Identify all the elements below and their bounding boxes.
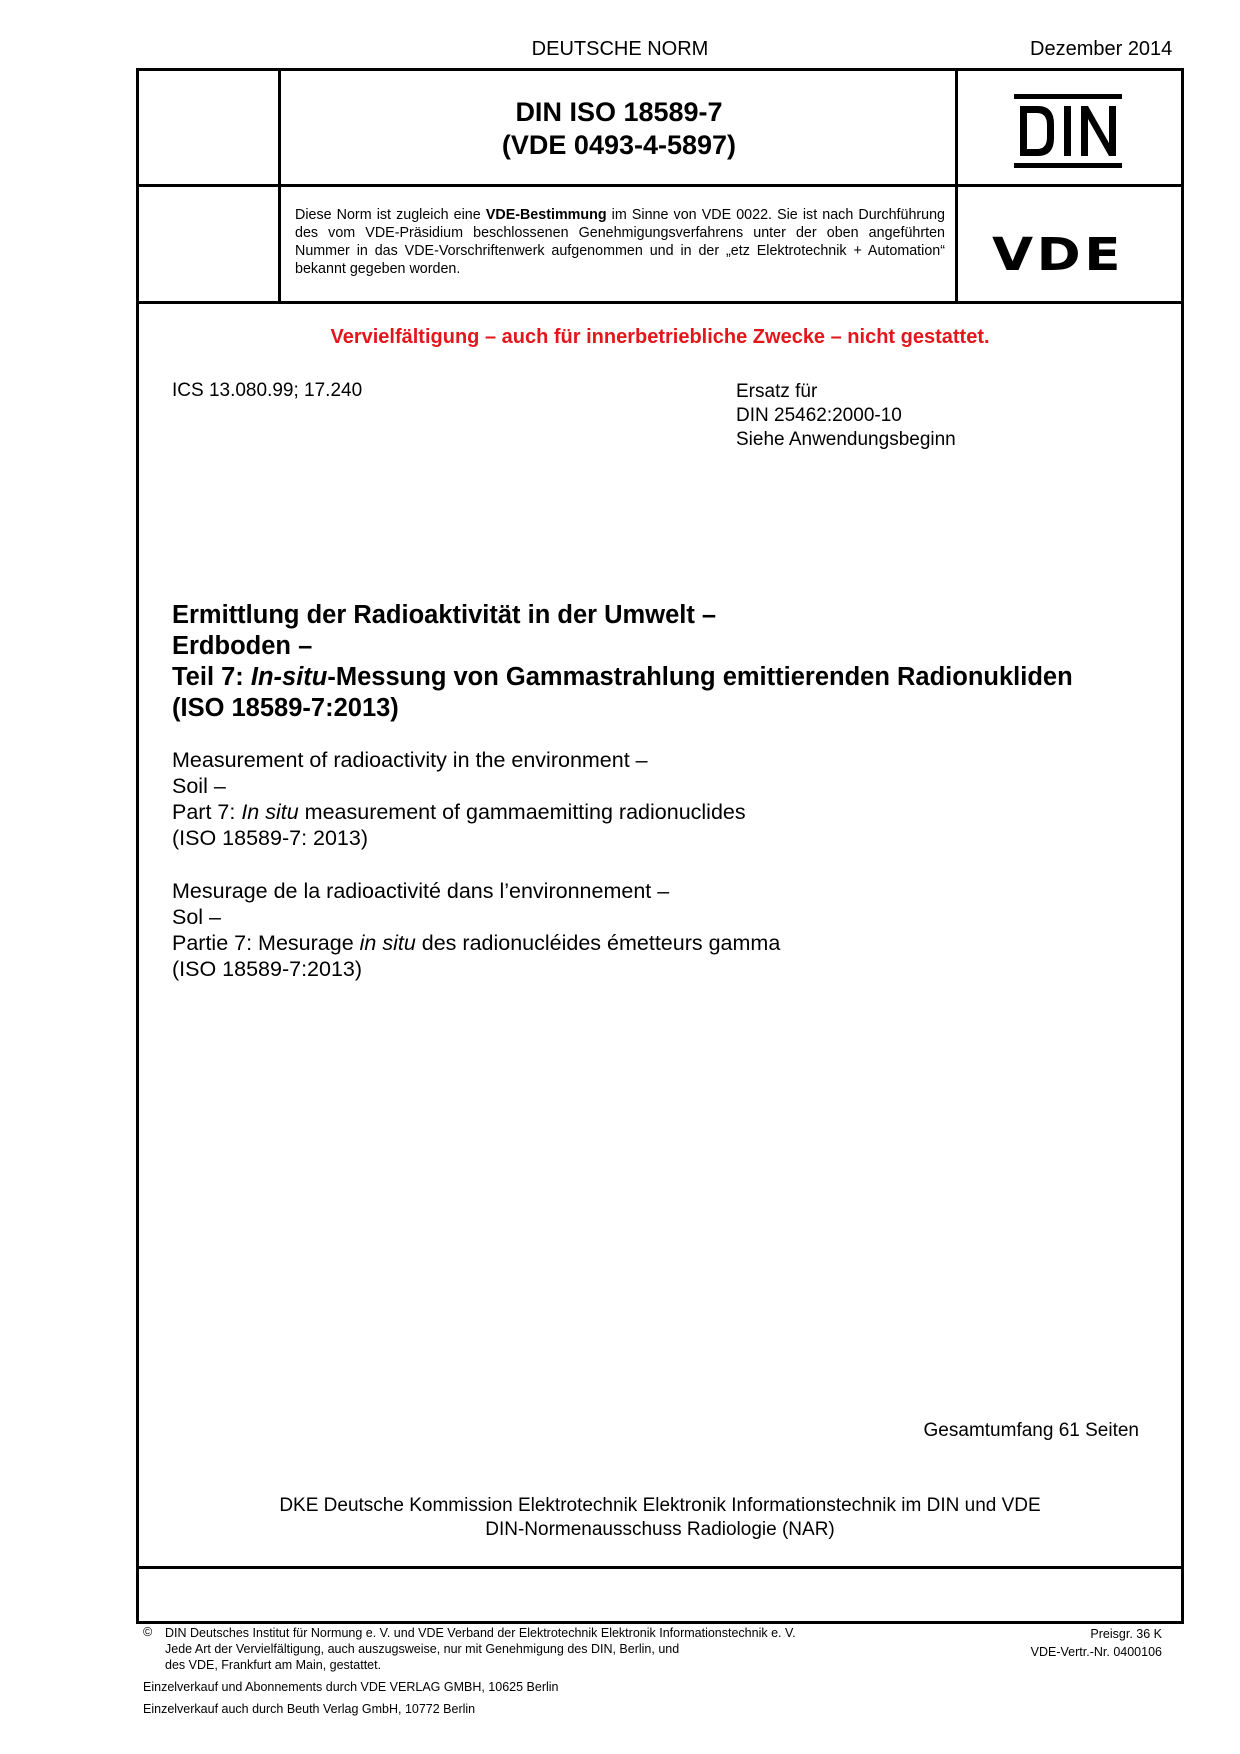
- standard-designation: [284, 96, 954, 162]
- title-french: [172, 878, 1172, 982]
- publication-date: Dezember 2014: [1030, 38, 1173, 60]
- title-german-part-prefix: Teil 7:: [172, 663, 251, 691]
- reproduction-notice: Vervielfältigung – auch für innerbetriebliche Zwecke – nicht gestattet.: [330, 326, 990, 348]
- title-german-line: [172, 662, 1172, 693]
- title-french-part-suffix: des radionucléides émetteurs gamma: [415, 931, 781, 955]
- title-french-line: Sol –: [172, 905, 222, 929]
- vde-logo: VDE: [992, 228, 1125, 281]
- sales-vde-verlag: Einzelverkauf und Abonnements durch VDE VERLAG GMBH, 10625 Berlin: [143, 1680, 559, 1694]
- title-french-part-prefix: Partie 7: Mesurage: [172, 931, 360, 955]
- din-logo-graphic: [1014, 94, 1122, 168]
- norm-type-label: DEUTSCHE NORM: [531, 38, 709, 60]
- title-german-line: Erdboden –: [172, 632, 313, 660]
- title-english-line: [172, 799, 1172, 825]
- title-french-line: Mesurage de la radioactivité dans l’environnement –: [172, 879, 670, 903]
- title-french-line: (ISO 18589-7:2013): [172, 957, 363, 981]
- price-group: Preisgr. 36 K: [1090, 1627, 1162, 1641]
- copyright-notice: [165, 1625, 925, 1673]
- title-german-line: (ISO 18589-7:2013): [172, 694, 399, 722]
- title-english-line: Measurement of radioactivity in the environment –: [172, 748, 648, 772]
- copyright-line: DIN Deutsches Institut für Normung e. V. und VDE Verband der Elektrotechnik Elektronik Informationstechnik e. V.: [165, 1626, 796, 1640]
- title-german-part-suffix: -Messung von Gammastrahlung emittierenden Radionukliden: [327, 663, 1073, 691]
- vde-note-bold-term: VDE-Bestimmung: [485, 207, 607, 223]
- title-english-line: Soil –: [172, 774, 226, 798]
- sales-beuth-verlag: Einzelverkauf auch durch Beuth Verlag GmbH, 10772 Berlin: [143, 1702, 476, 1716]
- title-french-line: [172, 930, 1172, 956]
- copyright-symbol: ©: [143, 1625, 153, 1639]
- title-german-line: Ermittlung der Radioaktivität in der Umwelt –: [172, 601, 717, 629]
- responsible-committee: [136, 1494, 1184, 1542]
- title-english-part-suffix: measurement of gammaemitting radionuclides: [298, 800, 746, 824]
- title-english-part-italic: In situ: [241, 800, 299, 824]
- replacement-start-note: Siehe Anwendungsbeginn: [736, 429, 956, 450]
- title-english-part-prefix: Part 7:: [172, 800, 242, 824]
- header-bottom-rule: [136, 301, 1184, 304]
- replacement-info: [736, 380, 956, 452]
- sales-info: [143, 1676, 559, 1720]
- standard-number: DIN ISO 18589-7: [515, 97, 723, 127]
- title-english-line: (ISO 18589-7: 2013): [172, 826, 369, 850]
- replacement-label: Ersatz für: [736, 381, 818, 402]
- copyright-line: des VDE, Frankfurt am Main, gestattet.: [165, 1658, 382, 1672]
- din-logo: [1014, 94, 1122, 173]
- replaced-standard: DIN 25462:2000-10: [736, 405, 902, 426]
- vde-order-number: VDE-Vertr.-Nr. 0400106: [1030, 1645, 1162, 1659]
- vde-regulation-note: [295, 206, 945, 278]
- footer-box-rule: [136, 1566, 1184, 1569]
- title-german-part-italic: In-situ: [250, 663, 328, 691]
- vde-classification: (VDE 0493-4-5897): [501, 130, 737, 160]
- vde-note-text-start: Diese Norm ist zugleich eine: [295, 207, 486, 223]
- header-middle-rule: [136, 184, 1184, 187]
- total-pages: Gesamtumfang 61 Seiten: [923, 1420, 1139, 1441]
- copyright-line: Jede Art der Vervielfältigung, auch auszugsweise, nur mit Genehmigung des DIN, Berlin, und: [165, 1642, 680, 1656]
- title-german: [172, 600, 1172, 724]
- title-french-part-italic: in situ: [359, 931, 416, 955]
- ics-classification: ICS 13.080.99; 17.240: [172, 380, 363, 401]
- price-info: [930, 1625, 1162, 1661]
- title-english: [172, 747, 1172, 851]
- committee-dke: DKE Deutsche Kommission Elektrotechnik Elektronik Informationstechnik im DIN und VDE: [279, 1495, 1041, 1516]
- vde-note-text-end: im Sinne von VDE 0022. Sie ist nach Durchführung des vom VDE-Präsidium beschlossenen Genehmigungsverfahrens unter der oben angeführten Nummer in das VDE-Vorschriftenwerk aufgenommen und in der „etz Elektrotechnik + Automation“ bekannt gegeben worden.: [295, 207, 946, 277]
- committee-nar: DIN-Normenausschuss Radiologie (NAR): [485, 1519, 835, 1540]
